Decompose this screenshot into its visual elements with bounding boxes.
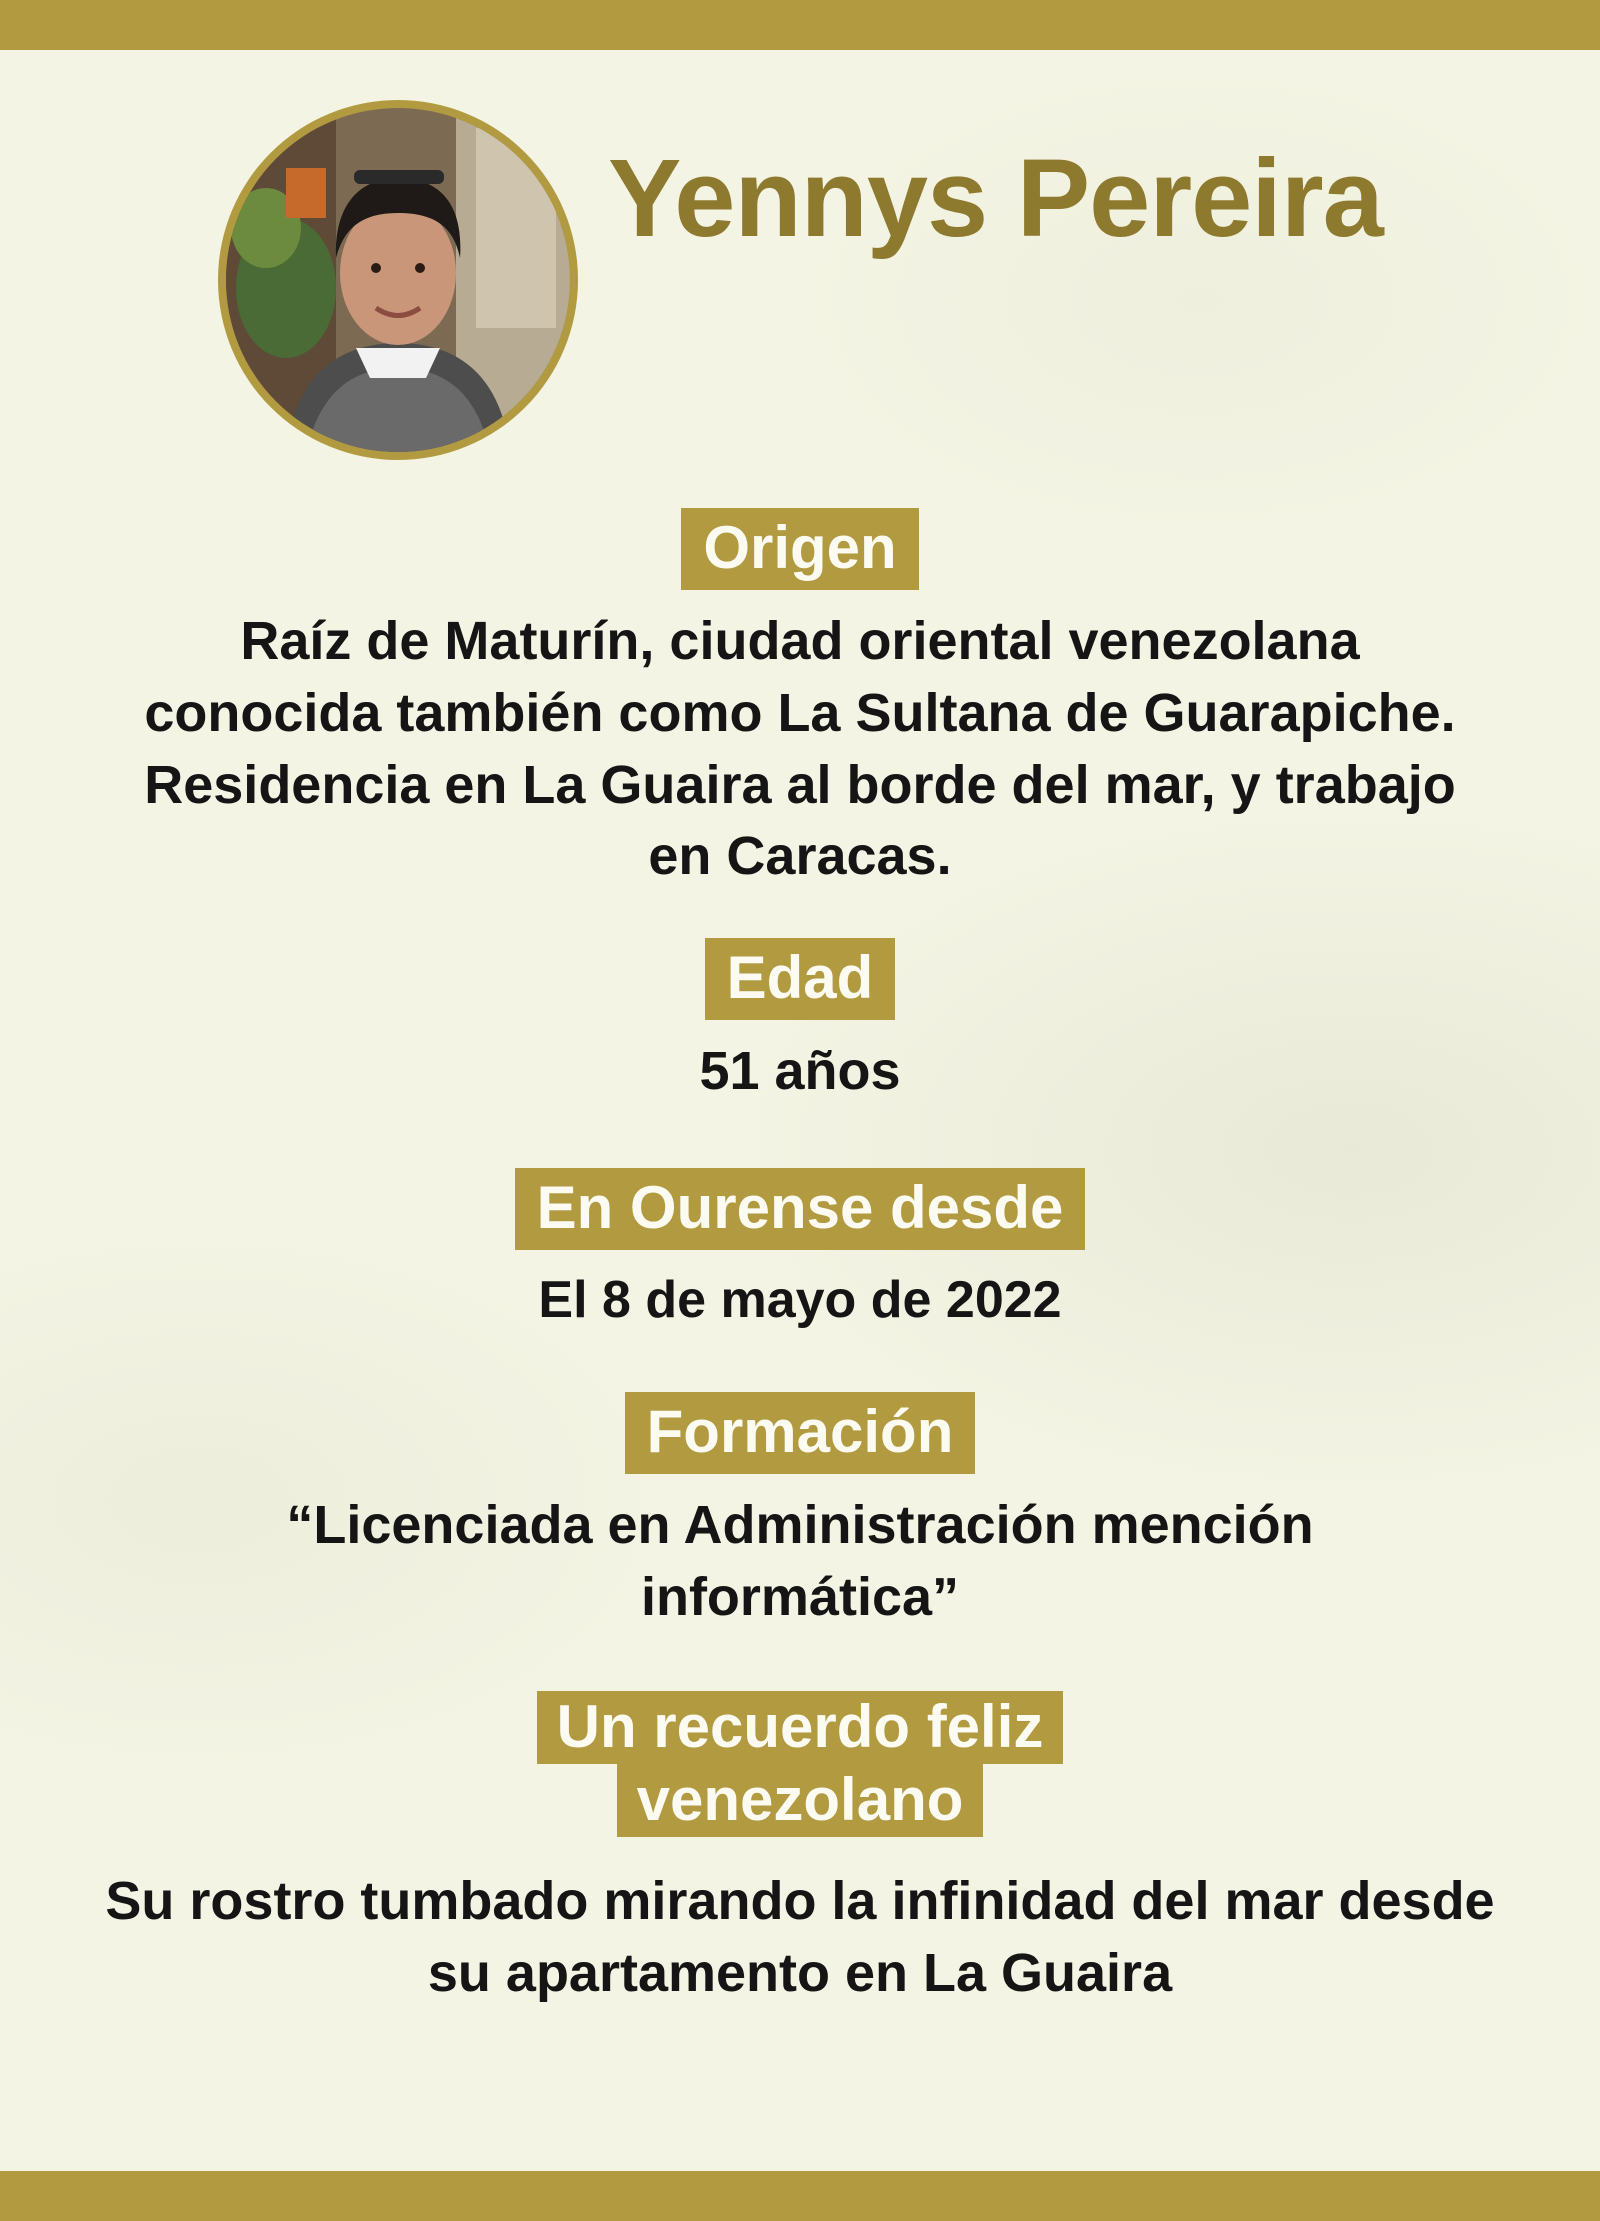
- section-text: El 8 de mayo de 2022: [538, 1271, 1062, 1329]
- person-name: Yennys Pereira: [608, 137, 1383, 260]
- person-photo-icon: [226, 108, 570, 452]
- section-text: “Licenciada en Administración mención informática”: [286, 1495, 1314, 1627]
- section-label: Un recuerdo feliz venezolano: [537, 1691, 1064, 1837]
- section-edad: [80, 938, 1520, 1108]
- section-label: Edad: [705, 938, 896, 1020]
- section-origen: [80, 508, 1520, 893]
- section-text: Su rostro tumbado mirando la infinidad del mar desde su apartamento en La Guaira: [105, 1871, 1495, 2004]
- section-recuerdo: [80, 1690, 1520, 2010]
- bottom-band: [0, 2171, 1600, 2221]
- top-band: [0, 0, 1600, 50]
- section-text: Raíz de Maturín, ciudad oriental venezolana conocida también como La Sultana de Guarapiche. Residencia en La Guaira al borde del mar, y trabajo en Caracas.: [144, 611, 1456, 887]
- section-formacion: [80, 1392, 1520, 1634]
- section-label: Formación: [625, 1392, 976, 1474]
- avatar: [218, 100, 578, 460]
- section-label: Origen: [681, 508, 918, 590]
- section-label: En Ourense desde: [515, 1168, 1086, 1250]
- section-text: 51 años: [699, 1041, 901, 1101]
- section-ourense: [80, 1168, 1520, 1335]
